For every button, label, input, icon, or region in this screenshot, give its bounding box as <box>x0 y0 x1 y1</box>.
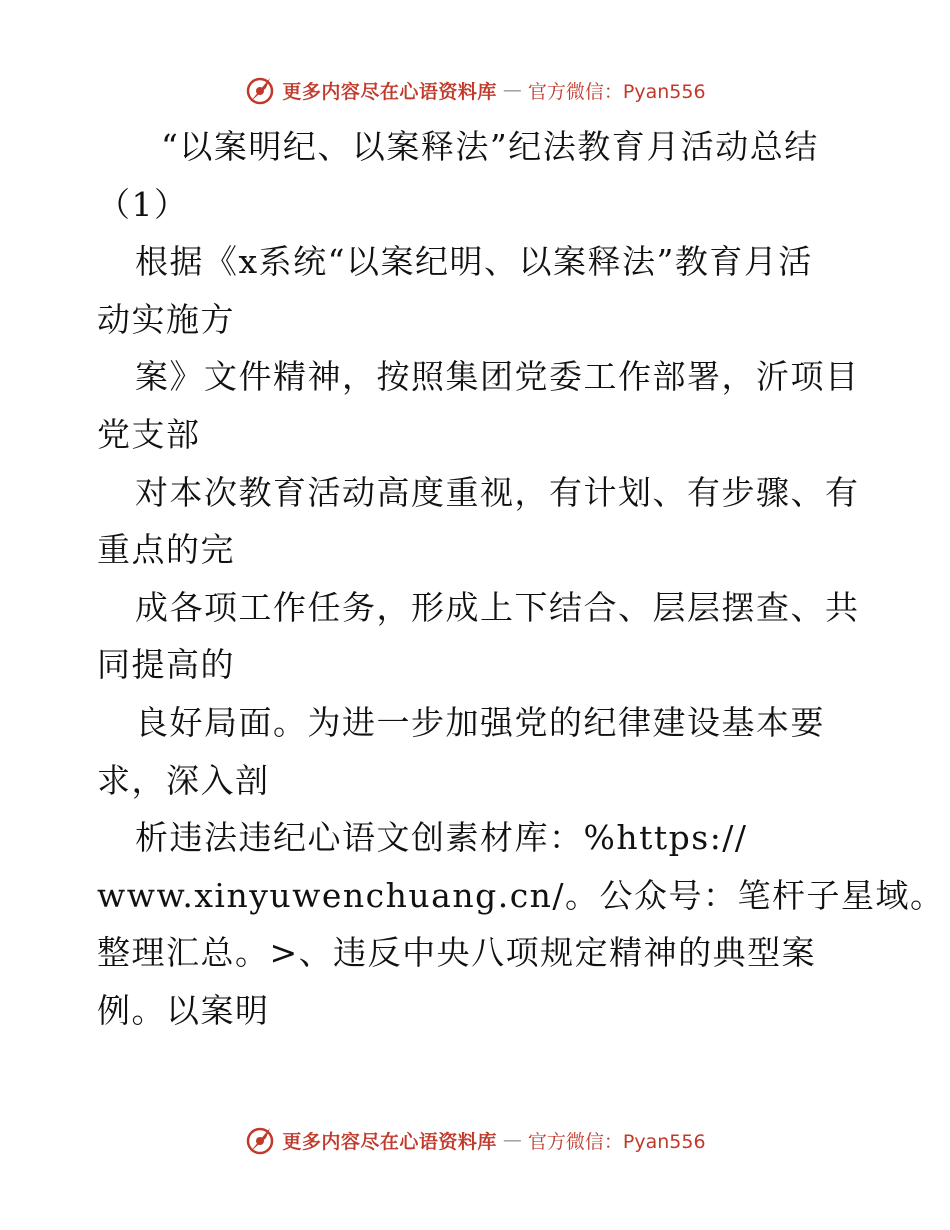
watermark-separator: — <box>502 79 522 101</box>
paragraph-line: 同提高的 <box>97 645 235 685</box>
document-title-suffix: （1） <box>97 184 189 224</box>
watermark-text: 更多内容尽在心语资料库 <box>282 1130 497 1153</box>
paragraph-line: 整理汇总。>、违反中央八项规定精神的典型案 <box>97 933 817 973</box>
paragraph-line: 动实施方 <box>97 299 235 339</box>
quill-logo-icon <box>244 74 276 106</box>
document-body <box>97 118 945 1040</box>
paragraph-line: 根据《x系统“以案纪明、以案释法”教育月活 <box>135 242 813 282</box>
paragraph-line: 例。以案明 <box>97 990 270 1030</box>
paragraph-line: www.xinyuwenchuang.cn/。公众号：笔杆子星域。 <box>97 875 945 915</box>
watermark-separator: — <box>502 1129 522 1151</box>
paragraph-line: 成各项工作任务，形成上下结合、层层摆查、共 <box>135 587 860 627</box>
paragraph-line: 案》文件精神，按照集团党委工作部署，沂项目 <box>135 357 860 397</box>
paragraph-line: 对本次教育活动高度重视，有计划、有步骤、有 <box>135 472 860 512</box>
watermark-contact: 官方微信：Pyan556 <box>527 80 706 103</box>
document-title: “以案明纪、以案释法”纪法教育月活动总结 <box>161 127 819 166</box>
paragraph-line: 重点的完 <box>97 530 235 570</box>
paragraph-line: 析违法违纪心语文创素材库：%https:// <box>135 818 748 858</box>
watermark-contact: 官方微信：Pyan556 <box>527 1130 706 1153</box>
footer-watermark <box>0 1120 950 1160</box>
paragraph-line: 良好局面。为进一步加强党的纪律建设基本要 <box>135 702 825 742</box>
header-watermark <box>0 70 950 110</box>
quill-logo-icon <box>244 1124 276 1156</box>
watermark-text: 更多内容尽在心语资料库 <box>282 80 497 103</box>
paragraph-line: 党支部 <box>97 414 201 454</box>
paragraph-line: 求，深入剖 <box>97 760 270 800</box>
